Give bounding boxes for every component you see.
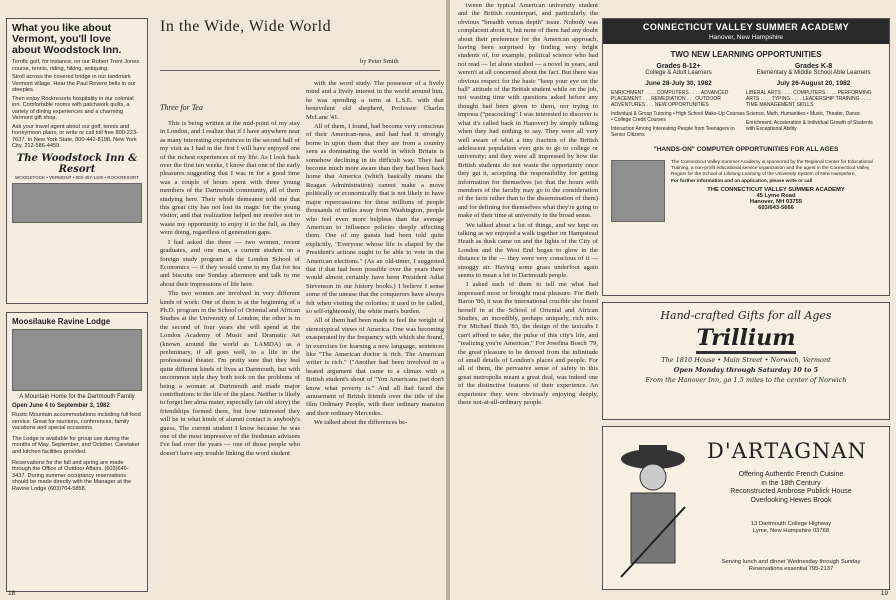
academy-text [671, 160, 881, 222]
article-column-1 [160, 120, 300, 590]
academy-details [603, 157, 889, 225]
academy-addr-1: THE CONNECTICUT VALLEY SUMMER ACADEMY [707, 187, 845, 194]
younger-list-2: Science, Math, Humanities • Music, Theater, Dance [746, 111, 860, 117]
col2-para-3: All of them had been made to feel the weight of stereotypical views of America. One was becoming exasperated by the frequency with which she found, in exercises for learning a new language, sentences like "The American doctor is rich. The American writer is rich." ("Another had been involved in a heated argument that came to a climax with a British student's shout of "You Americans just don't know what poverty is." And all had faced the amusement of British friends over the title of the film Ordinary People, with their ordinary mansion and their ordinary Mercedes. [306, 317, 444, 417]
col2-para-1: with the word study. The possessor of a lively mind and a lively interest in the world around him, he was spending a term at L.S.E. with that benevolent old shepherd, Professor Charles McLane '41. [306, 80, 444, 121]
ravine-p3: Reservations for the fall and spring are made through the Office of Outdoor Affairs, (603)646-3437. During summer occupancy reservations should be made directly with the Manager at the Ravine Lodge (603)764-5858. [12, 459, 132, 492]
woodstock-inn-ad [6, 18, 148, 304]
page-number-left: 18 [8, 590, 16, 597]
older-grade: Grades 8-12+ [656, 63, 701, 70]
academy-addr-2: 45 Lyme Road [756, 192, 796, 199]
col3-para-2: We talked about a lot of things, and we kept on talking as we enjoyed a walk together on Hampstead Heath as dusk came on and the lights of the City of London and the West End began to glow in the distance in the — they were very conscious of it — smoggy air. Having some grass underfoot again seems to mean a lot to Dartmouth people. [458, 221, 598, 279]
dartagnan-line-3: Reconstructed Ambrose Publick House [730, 488, 852, 496]
trillium-ad [602, 302, 890, 420]
col3-para-1: tween the typical American university student and the British counterpart, and particularly the obvious "breadth versus depth" issue. Nobody was complacent about it, but none of them had any doubt about their preference for the American approach, having been surprised by finding very bright students of, for example, political science who had not read — let alone studied — a novel in years, and weren't at all concerned about the fact. But there was obvious respect for the basic "keep your eye on the ball" attitude of the British student while on the job, not wasting time with questions asked before any thought had been given to them, nor trying to impress ("peacocking" I was interested to discover is what it's called back in Hanover) by simply talking when they had nothing to say. They were all very well aware of what a tiny fraction of the British adolescent population ever gets to go to college or university; and they were all impressed by how the British students do not waste the opportunity once they get it, accepting the responsibility for getting information for themselves (so that the hours with members of the faculty may go to the consideration of the facts rather than to the dissemination of them) and for defining for themselves what they're going to make of their time at university in the broad sense. [458, 2, 598, 220]
col2-para-4: We talked about the differences be- [314, 419, 408, 427]
col1-para-1: This is being written at the mid-point of my stay in London, and I realize that if I have anywhere near as many interesting experiences in the second half of my visit as I had in the first I will have enjoyed one of the richest experiences of my life. As I look back over the first ten weeks, I know that one of the early pleasures suggesting that I was in for a good time was a couple of hours spent with three young members of the Dartmouth community, all of them studying here. Their whole demeanor told me that this great city has not lost its magic for the young visitor, and that realization helped me resolve not to waste my opportunity to enjoy it to the full, as they were doing, regardless of generation gaps. [160, 120, 300, 237]
younger-list: LIBERAL ARTS . . . . COMPUTERS . . . . PERFORMING ARTS . . . . TYPING . . . . LEADERSHIP TRAINING . . . . TIME MANAGEMENT SKILLS [746, 90, 872, 108]
academy-addr-3: Hanover, NH 03755 [749, 198, 803, 205]
trillium-line-1: The 1810 House • Main Street • Norwich, Vermont [661, 356, 831, 364]
col3-para-3: I asked each of them to tell me what had impressed most or brought most pleasure. For Beth Baron '80, it was the international crucible she found herself in at the School of Oriental and African Studies, an incredibly, perhaps uniquely, rich mix. For Michael Bush '83, the design of the taxicabs I can't afford to take, the pulse of this city's life, and "realizing you're American." For Josefina Bosch '79, the great pleasure to be derived from the infinitude of small details of London's places and people. For all of them, the pervasive sense of safety in this great metropolis meant a great deal, was indeed one of the distinctive features of their experience. An experience they were obviously enjoying deeply, these not-at-all-ordinary people. [458, 281, 598, 407]
ravine-p2: The Lodge is available for group use during the months of May, September, and October. Caretaker and kitchen facilities provided. [12, 435, 140, 455]
woodstock-logo-address: WOODSTOCK • VERMONT • 802-457-1100 • ROCKRESORT [15, 174, 139, 180]
trillium-line-2: Open Monday through Saturday 10 to 5 [673, 366, 819, 374]
academy-illustration [611, 160, 665, 222]
woodstock-p3: Then enjoy Rockresorts hospitality in our colonial inn. Comfortable rooms with patchwork quilts, a variety of dining experiences and a charming Vermont gift shop. [12, 95, 134, 121]
col1-para-2: I had asked the three — two women, recent graduates, and one man, a current student on a foreign study program at the London School of Economics — if they would come to my flat for tea and biscuits one Sunday afternoon and talk to me about their impressions of life here. [160, 238, 300, 288]
musketeer-illustration [611, 437, 695, 583]
dartagnan-line-1: Offering Authentic French Cuisine [738, 471, 844, 478]
academy-banner [603, 19, 889, 44]
dartagnan-hours [699, 559, 883, 573]
dartagnan-address [699, 521, 883, 535]
older-list-3: Interaction Among Interesting People from Teenagers to Senior Citizens [611, 126, 735, 138]
woodstock-p1: Terrific golf, for instance, on our Robert Trent Jones course, tennis, riding, hiking, antiquing. [12, 59, 140, 72]
summer-academy-ad [602, 18, 890, 296]
academy-footer: "HANDS-ON" COMPUTER OPPORTUNITIES FOR ALL AGES [653, 146, 839, 153]
ravine-headline: Moosilauke Ravine Lodge [12, 317, 111, 326]
academy-apply: For further information and an application, please write or call [671, 179, 813, 185]
dartagnan-brand: D'ARTAGNAN [707, 439, 867, 463]
ravine-lodge-ad [6, 312, 148, 592]
older-who: College & Adult Learners [645, 70, 712, 76]
academy-name: CONNECTICUT VALLEY SUMMER ACADEMY [642, 22, 850, 32]
lodge-photo [12, 329, 142, 391]
article-byline: by Peter Smith [360, 58, 399, 65]
woodstock-headline: What you like about Vermont, you'll love about Woodstock Inn. [12, 22, 122, 56]
title-rule [160, 70, 440, 71]
right-page [450, 0, 896, 600]
older-list-2: Individual & Group Tutoring • High School Make-Up Courses • College Credit Courses [611, 111, 745, 123]
ravine-tagline: A Mountain Home for the Dartmouth Family [19, 394, 135, 400]
dartagnan-hours-2: Reservations essential 795-2137 [748, 566, 834, 572]
woodstock-p4: Ask your travel agent about our golf, tennis and honeymoon plans, or write or call toll free 800-223-7637. In New York State, 800-442-8198. New York City, 212-586-4459. [12, 123, 138, 149]
dartagnan-hours-1: Serving lunch and dinner Wednesday through Sunday [721, 559, 861, 565]
page-number-right: 19 [880, 590, 888, 597]
left-page [0, 0, 446, 600]
col2-para-2: All of them, I found, had become very conscious of their American-ness, and had had it strongly borne in upon them that they are from a country seen as dominating the world in which Britain is somehow declining in its difficult way. They had become much more aware than they had been back home that America (which basically means the Reagan Administration) cannot make a move politically or economically that is not likely to have major repercussions for these millions of people thousands of miles away from Washington, people who feel even more helpless than the average American to influence policies deeply affecting them. One of my guests had been told quite explicitly, "Everyone whose life is shaped by the President's actions ought to be able to vote in the American elections." (As an old-timer, I suggested that if that had been possible over the years there would almost certainly have been President Adlai Stevenson in our history books.) I believe I sense some of the unease that the conquerors have always felt when visiting the colonies; it used to be called, so self-righteously, the white man's burden. [306, 123, 444, 315]
academy-blurb: The Connecticut Valley Summer Academy is sponsored by the Regional Center for Educational Training, a non-profit educational service organization and the agent in the Connecticut Valley Region for the School of Lifelong Learning of the University System of New Hampshire. [671, 160, 873, 177]
younger-who: Elementary & Middle School Able Learners [756, 70, 871, 76]
trillium-headline: Hand-crafted Gifts for all Ages [660, 309, 832, 322]
woodstock-logo-text: The Woodstock Inn & Resort [16, 152, 138, 175]
ravine-dates: Open June 4 to September 3, 1982 [12, 403, 110, 409]
program-older [611, 63, 746, 138]
dartagnan-ad [602, 426, 890, 590]
trillium-brand: Trillium [696, 325, 795, 354]
dartagnan-address-2: Lyme, New Hampshire 03768 [752, 528, 830, 534]
ravine-p1: Rustic Mountain accommodations including full food service. Great for reunions, conferences, family vacations and special occasions. [12, 412, 141, 432]
article-column-2 [306, 80, 444, 590]
academy-location: Hanover, New Hampshire [708, 34, 784, 41]
trillium-line-3: From the Hanover Inn, go 1.5 miles to the center of Norwich [645, 376, 847, 384]
dartagnan-address-1: 13 Dartmouth College Highway [750, 521, 832, 527]
woodstock-logo [12, 153, 142, 180]
article-title: In the Wide, Wide World [160, 18, 332, 35]
dartagnan-line-2: in the 18th Century [761, 479, 821, 487]
younger-grade: Grades K-8 [794, 63, 833, 70]
inn-illustration [12, 183, 142, 223]
younger-list-3: Enrichment, Acceleration & Individual Growth of Students with Exceptional Ability [746, 120, 873, 132]
academy-programs [603, 59, 889, 142]
woodstock-p2: Stroll across the covered bridge in our landmark Vermont village. Hear the Paul Revere bells in our steeples. [12, 74, 136, 93]
academy-addr-4: 603/643-5666 [758, 204, 794, 211]
article-subhead: Three for Tea [160, 103, 203, 112]
dartagnan-description [699, 471, 883, 505]
dartagnan-line-4: Overlooking Hewes Brook [750, 496, 832, 504]
older-dates: June 28-July 30, 1982 [645, 80, 712, 87]
article-column-3 [458, 2, 598, 592]
older-list: ENRICHMENT . . . . COMPUTERS . . . . ADVANCED PLACEMENT . . . REMEDIATION . . . OUTDOOR ADVENTURES . . . NEW OPPORTUNITIES [611, 90, 729, 108]
col1-para-3: The two women are involved in very different kinds of work: One of them is at the beginning of a Ph.D. program in the School of Oriental and African Studies at the University of London; the other is in the second of four years she will spend at the London Academy of Music and Dramatic Art (known around the world as LAMDA) as a preliminary, if all goes well, to a life in the professional theater. I'm pretty sure that they feel quite different kinds of lives at Dartmouth, but with uncommon style they both took on the problems of being a woman at Dartmouth and made major contributions to the life of the place. Neither is likely to forget her alma mater, especially (an old story) the friendships formed there, but how interested they will be in what kinds of alumni contact is anybody's guess. The current student I know because he was one of the most impressive of the freshman advisees I've had over the years — one of those people who doesn't have any trouble linking the word student [160, 290, 300, 457]
program-younger [746, 63, 881, 138]
younger-dates: July 26-August 20, 1982 [776, 80, 851, 87]
academy-headline: TWO NEW LEARNING OPPORTUNITIES [670, 50, 822, 59]
